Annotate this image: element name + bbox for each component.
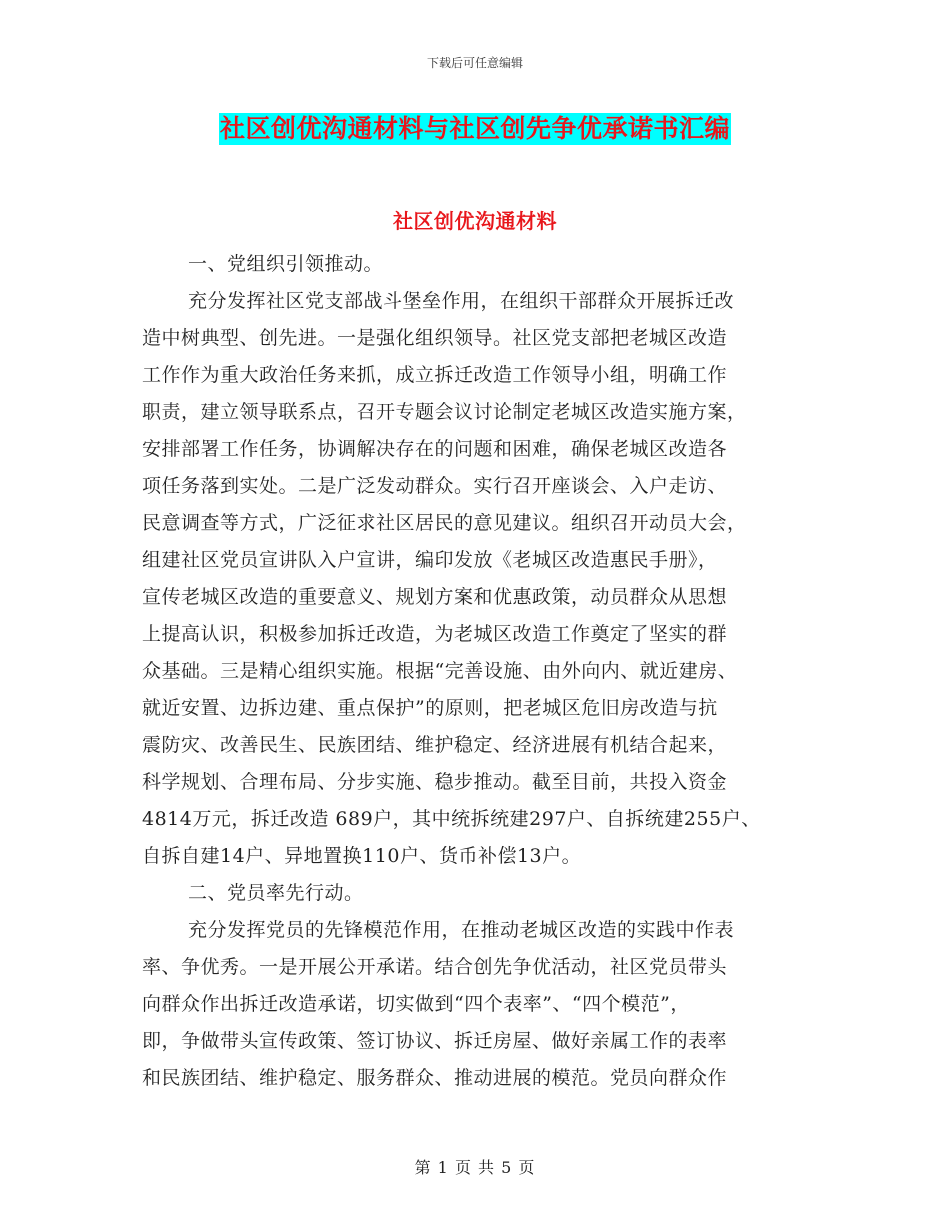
paragraph-line: 项任务落到实处。二是广泛发动群众。实行召开座谈会、入户走访、 — [142, 475, 728, 497]
header-note: 下载后可任意编辑 — [426, 56, 523, 70]
paragraph-line: 就近安置、边拆边建、重点保护”的原则，把老城区危旧房改造与抗 — [142, 697, 718, 719]
paragraph-line: 充分发挥党员的先锋模范作用，在推动老城区改造的实践中作表 — [188, 919, 735, 941]
paragraph-line: 即，争做带头宣传政策、签订协议、拆迁房屋、做好亲属工作的表率 — [142, 1030, 728, 1052]
paragraph-line: 安排部署工作任务，协调解决存在的问题和困难，确保老城区改造各 — [142, 438, 728, 460]
document-body — [142, 246, 812, 1097]
paragraph-line: 民意调查等方式，广泛征求社区居民的意见建议。组织召开动员大会， — [142, 512, 747, 534]
paragraph-line: 工作作为重大政治任务来抓，成立拆迁改造工作领导小组，明确工作 — [142, 364, 728, 386]
section-title: 社区创优沟通材料 — [393, 209, 557, 233]
paragraph-line: 向群众作出拆迁改造承诺，切实做到“四个表率”、“四个模范”， — [142, 993, 690, 1015]
paragraph-line: 一、党组织引领推动。 — [188, 253, 384, 275]
paragraph-line: 二、党员率先行动。 — [188, 882, 364, 904]
page-footer: 第 1 页 共 5 页 — [414, 1158, 536, 1177]
paragraph-line: 震防灾、改善民生、民族团结、维护稳定、经济进展有机结合起来， — [142, 734, 728, 756]
document-title: 社区创优沟通材料与社区创先争优承诺书汇编 — [219, 114, 730, 143]
paragraph-line: 率、争优秀。一是开展公开承诺。结合创先争优活动，社区党员带头 — [142, 956, 728, 978]
paragraph-line: 上提高认识，积极参加拆迁改造，为老城区改造工作奠定了坚实的群 — [142, 623, 728, 645]
document-title-wrapper — [0, 113, 950, 145]
paragraph-line: 组建社区党员宣讲队入户宣讲，编印发放《老城区改造惠民手册》， — [142, 549, 718, 571]
paragraph-line: 宣传老城区改造的重要意义、规划方案和优惠政策，动员群众从思想 — [142, 586, 728, 608]
paragraph-line: 科学规划、合理布局、分步实施、稳步推动。截至目前，共投入资金 — [142, 771, 728, 793]
paragraph-line: 造中树典型、创先进。一是强化组织领导。社区党支部把老城区改造 — [142, 327, 728, 349]
paragraph-line: 和民族团结、维护稳定、服务群众、推动进展的模范。党员向群众作 — [142, 1067, 728, 1089]
paragraph-line: 众基础。三是精心组织实施。根据“完善设施、由外向内、就近建房、 — [142, 660, 738, 682]
paragraph-line: 充分发挥社区党支部战斗堡垒作用，在组织干部群众开展拆迁改 — [188, 290, 735, 312]
paragraph-line: 4814万元，拆迁改造 689户，其中统拆统建297户、自拆统建255户、 — [142, 808, 761, 830]
paragraph-line: 职责，建立领导联系点，召开专题会议讨论制定老城区改造实施方案， — [142, 401, 747, 423]
paragraph-line: 自拆自建14户、异地置换110户、货币补偿13户。 — [142, 845, 582, 867]
